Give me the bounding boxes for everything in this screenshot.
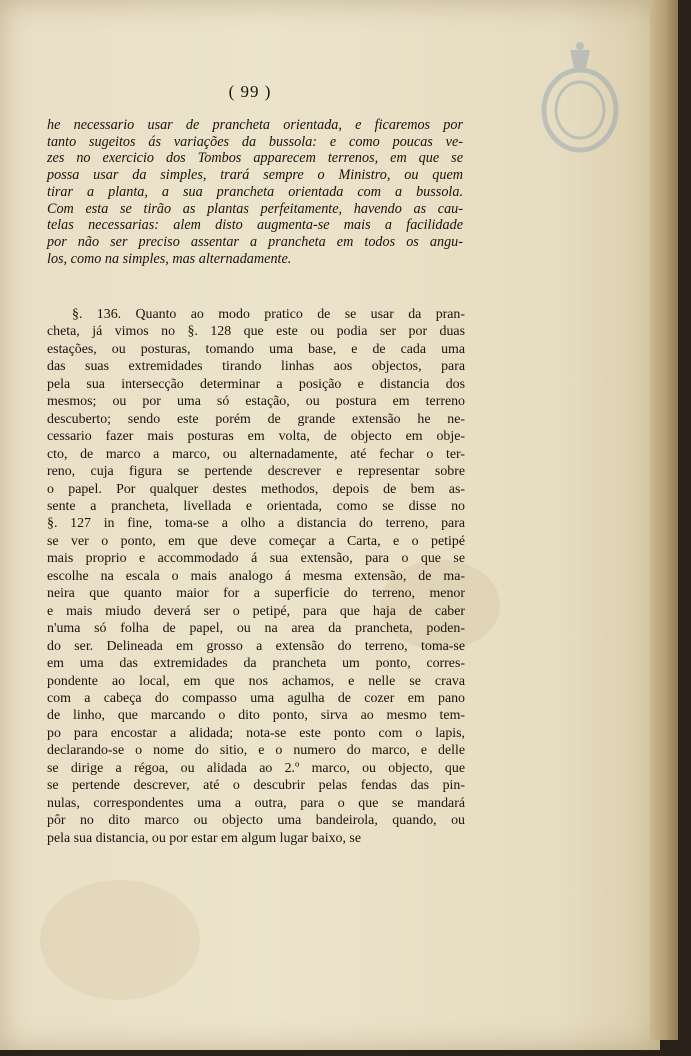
text-line: em uma das extremidades da prancheta um ponto, corres- (47, 656, 465, 672)
text-line: de linho, que marcando o dito ponto, sirva ao mesmo tem- (47, 708, 465, 724)
text-line: se dirige a régoa, ou alidada ao 2.º marco, ou objecto, que (47, 760, 465, 776)
text-line: §. 127 in fine, toma-se a olho a distancia do terreno, para (47, 516, 465, 532)
page-number: ( 99 ) (228, 82, 272, 101)
text-line: se pertende descrever, até o descubrir pelas fendas das pin- (47, 778, 465, 794)
text-line: descuberto; sendo este porém de grande extensão he ne- (47, 411, 465, 427)
text-line: cto, de marco a marco, ou alternadamente, até fechar o ter- (47, 446, 465, 462)
section-136-paragraph (47, 306, 465, 847)
library-stamp (540, 40, 620, 155)
text-line: §. 136. Quanto ao modo pratico de se usar da pran- (72, 307, 465, 322)
text-line: mais proprio e accommodado á sua extensão, para o que se (47, 551, 465, 567)
text-line: n'uma só folha de papel, ou na area da prancheta, poden- (47, 621, 465, 637)
text-line: mesmos; ou por uma só estação, ou postura em terreno (47, 394, 465, 410)
text-line: he necessario usar de prancheta orientada, e ficaremos por (47, 117, 463, 133)
text-line: neira que quanto maior for a superficie do terreno, menor (47, 586, 465, 602)
text-line: das suas extremidades tirando linhas aos objectos, para (47, 359, 465, 375)
text-line: pondente ao local, em que nos achamos, e nelle se crava (47, 673, 465, 689)
text-line: pela sua distancia, ou por estar em algum lugar baixo, se (47, 830, 361, 846)
text-line: se ver o ponto, em que deve começar a Carta, e o petipé (47, 533, 465, 549)
text-line: pela sua intersecção determinar a posição e distancia dos (47, 376, 465, 392)
paper-stain (40, 880, 200, 1000)
text-line: los, como na simples, mas alternadamente. (47, 250, 292, 267)
text-line: nulas, correspondentes uma a outra, para o que se mandará (47, 795, 465, 811)
text-line: cessario fazer mais posturas em volta, de objecto em obje- (47, 429, 465, 445)
text-line: possa usar da simples, trará sempre o Ministro, ou quem (47, 167, 463, 184)
text-line: po para encostar a alidada; nota-se este ponto com o lapis, (47, 725, 465, 741)
text-line: tanto sugeitos ás variações da bussola: e como poucas ve- (47, 133, 463, 150)
text-line: estações, ou posturas, tomando uma base, e de cada uma (47, 341, 465, 357)
text-line: reno, cuja figura se pertende descrever e representar sobre (47, 464, 465, 480)
text-line: tirar a planta, a sua prancheta orientada com a bussola. (47, 183, 463, 200)
text-line: e mais miudo deverá ser o petipé, para que haja de caber (47, 603, 465, 619)
text-line: por não ser preciso assentar a prancheta em todos os angu- (47, 233, 463, 250)
page-edge (650, 0, 678, 1040)
text-line: o papel. Por qualquer destes methodos, depois de bem as- (47, 481, 465, 497)
text-line: com a cabeça do compasso uma agulha de cozer em pano (47, 690, 465, 706)
italic-paragraph (47, 117, 463, 267)
text-line: cheta, já vimos no §. 128 que este ou podia ser por duas (47, 324, 465, 340)
text-line: escolhe na escala o mais analogo á mesma extensão, de ma- (47, 568, 465, 584)
text-line: Com esta se tirão as plantas perfeitamente, havendo as cau- (47, 200, 463, 217)
text-line: zes no exercicio dos Tombos apparecem terrenos, em que se (47, 150, 463, 167)
text-line: sente a prancheta, livellada e orientada, como se disse no (47, 498, 465, 514)
text-line: declarando-se o nome do sitio, e o numero do marco, e delle (47, 743, 465, 759)
text-line: do ser. Delineada em grosso a extensão do terreno, toma-se (47, 638, 465, 654)
text-line: telas necessarias: alem disto augmenta-se mais a facilidade (47, 217, 463, 234)
text-line: pôr no dito marco ou objecto uma bandeirola, quando, ou (47, 813, 465, 829)
